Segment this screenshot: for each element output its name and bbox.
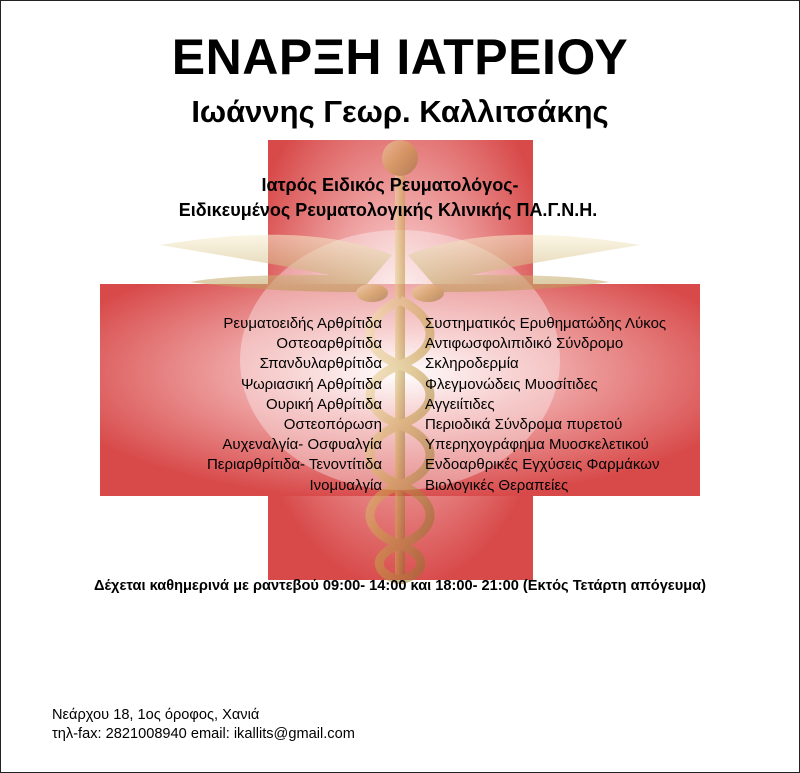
list-item: Περιοδικά Σύνδρομα πυρετού — [425, 416, 623, 434]
list-item: Ψωριασική Αρθρίτιδα — [240, 375, 382, 393]
list-item: Οστεοαρθρίτιδα — [276, 335, 382, 353]
specialty-line-1: Ιατρός Ειδικός Ρευματολόγος- — [261, 175, 519, 195]
list-item: Ρευματοειδής Αρθρίτιδα — [223, 315, 382, 332]
list-item: Αγγειίτιδες — [425, 395, 495, 413]
list-item: Σπανδυλαρθρίτιδα — [259, 355, 382, 373]
list-item: Αντιφωσφολιπιδικό Σύνδρομο — [425, 335, 624, 353]
list-item: Ενδοαρθρικές Εγχύσεις Φαρμάκων — [425, 456, 660, 474]
list-item: Σκληροδερμία — [425, 355, 519, 373]
conditions-left-list — [207, 314, 382, 496]
contact-line: τηλ-fax: 2821008940 email: ikallits@gmail.com — [52, 726, 355, 742]
conditions-right-list — [425, 314, 666, 496]
office-hours: Δέχεται καθημερινά με ραντεβού 09:00- 14:00 και 18:00- 21:00 (Εκτός Τετάρτη απόγευμα) — [93, 578, 706, 594]
list-item: Περιαρθρίτιδα- Τενοντίτιδα — [206, 456, 382, 474]
list-item: Οστεοπόρωση — [283, 416, 382, 434]
list-item: Βιολογικές Θεραπείες — [425, 476, 569, 494]
list-item: Συστηματικός Ερυθηματώδης Λύκος — [425, 315, 667, 332]
address-line: Νεάρχου 18, 1ος όροφος, Χανιά — [52, 707, 260, 723]
list-item: Ουρική Αρθρίτιδα — [266, 395, 382, 413]
list-item: Φλεγμονώδεις Μυοσίτιδες — [425, 375, 598, 393]
page-title: ΕΝΑΡΞΗ ΙΑΤΡΕΙΟΥ — [171, 29, 629, 85]
specialty-line-2: Ειδικευμένος Ρευματολογικής Κλινικής ΠΑ.Γ.Ν.Η. — [178, 200, 598, 220]
list-item: Αυχεναλγία- Οσφυαλγία — [222, 436, 382, 454]
list-item: Υπερηχογράφημα Μυοσκελετικού — [425, 436, 649, 454]
doctor-name: Ιωάννης Γεωρ. Καλλιτσάκης — [191, 94, 609, 129]
list-item: Ινομυαλγία — [309, 476, 382, 494]
